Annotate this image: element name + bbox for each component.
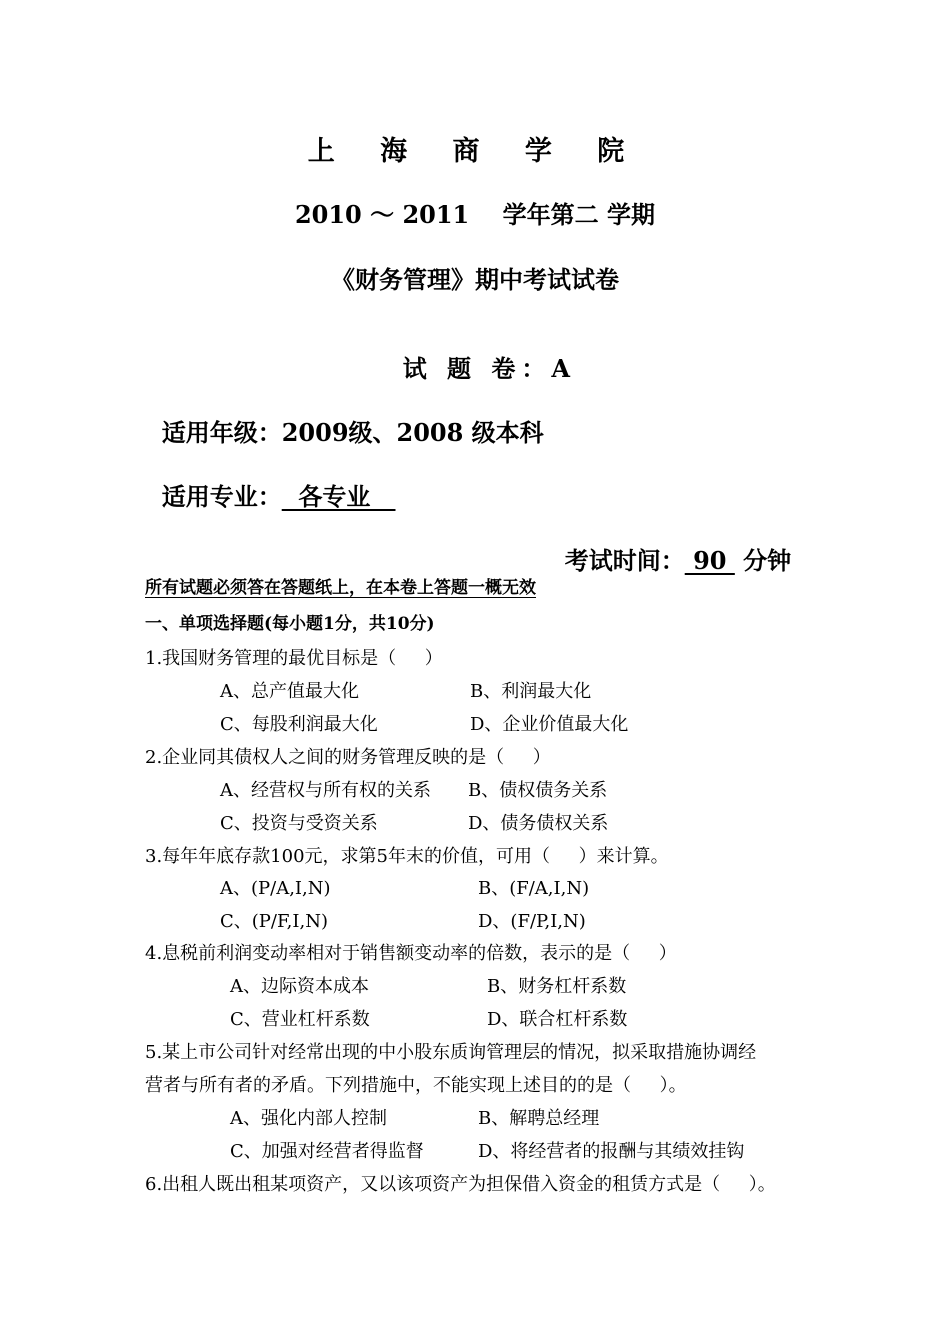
grade-line xyxy=(145,397,544,445)
question-option: D、联合杠杆系数 xyxy=(487,1009,628,1030)
question-option: A、边际资本成本 xyxy=(230,976,369,997)
paper-version: A xyxy=(551,354,577,383)
question-option: A、总产值最大化 xyxy=(220,681,359,702)
question-option: D、将经营者的报酬与其绩效挂钩 xyxy=(478,1141,745,1162)
question-option: B、(F/A,I,N) xyxy=(478,878,590,899)
major-label: 适用专业： xyxy=(161,482,282,511)
question-stem: 3.每年年底存款100元，求第5年末的价值，可用（ ）来计算。 xyxy=(145,846,669,867)
question-option: D、(F/P,I,N) xyxy=(478,911,586,932)
question-option: C、投资与受资关系 xyxy=(220,813,378,834)
question-option: B、财务杠杆系数 xyxy=(487,976,627,997)
question-option: A、经营权与所有权的关系 xyxy=(220,780,431,801)
time-value: 90 xyxy=(684,546,735,575)
question-option: B、债权债务关系 xyxy=(468,780,608,801)
section-title: 一、单项选择题(每小题1分，共10分) xyxy=(145,614,435,634)
grade-label: 适用年级： xyxy=(161,418,282,447)
question-option: B、解聘总经理 xyxy=(478,1108,600,1129)
exam-title: 《财务管理》期中考试试卷 xyxy=(331,265,619,294)
major-line xyxy=(145,461,396,509)
time-label: 考试时间： xyxy=(564,546,685,575)
grade-value: 2009级、2008 级本科 xyxy=(281,418,544,447)
exam-notice: 所有试题必须答在答题纸上，在本卷上答题一概无效 xyxy=(145,578,536,598)
question-stem: 6.出租人既出租某项资产，又以该项资产为担保借入资金的租赁方式是（ ）。 xyxy=(145,1174,776,1195)
school-name: 上 海 商 学 院 xyxy=(307,136,643,167)
question-option: C、营业杠杆系数 xyxy=(230,1009,370,1030)
question-option: D、债务债权关系 xyxy=(468,813,609,834)
question-option: A、(P/A,I,N) xyxy=(220,878,331,899)
question-option: D、企业价值最大化 xyxy=(470,714,629,735)
question-option: B、利润最大化 xyxy=(470,681,592,702)
question-option: A、强化内部人控制 xyxy=(230,1108,387,1129)
question-option: C、每股利润最大化 xyxy=(220,714,378,735)
question-stem: 5.某上市公司针对经常出现的中小股东质询管理层的情况，拟采取措施协调经 xyxy=(145,1042,757,1063)
question-stem: 4.息税前利润变动率相对于销售额变动率的倍数，表示的是（ ） xyxy=(145,943,677,964)
question-stem: 1.我国财务管理的最优目标是（ ） xyxy=(145,648,443,669)
time-unit: 分钟 xyxy=(734,546,792,575)
question-option: C、(P/F,I,N) xyxy=(220,911,328,932)
paper-version-line xyxy=(0,333,950,381)
question-stem: 2.企业同其债权人之间的财务管理反映的是（ ） xyxy=(145,747,551,768)
paper-label: 试 题 卷： xyxy=(402,354,552,383)
term-line: 2010 ～ 2011 学年第二 学期 xyxy=(294,200,656,229)
question-option: C、加强对经营者得监督 xyxy=(230,1141,424,1162)
major-value: 各专业 xyxy=(281,482,396,511)
time-line xyxy=(548,525,791,573)
question-stem-continued: 营者与所有者的矛盾。下列措施中，不能实现上述目的的是（ ）。 xyxy=(145,1075,687,1096)
